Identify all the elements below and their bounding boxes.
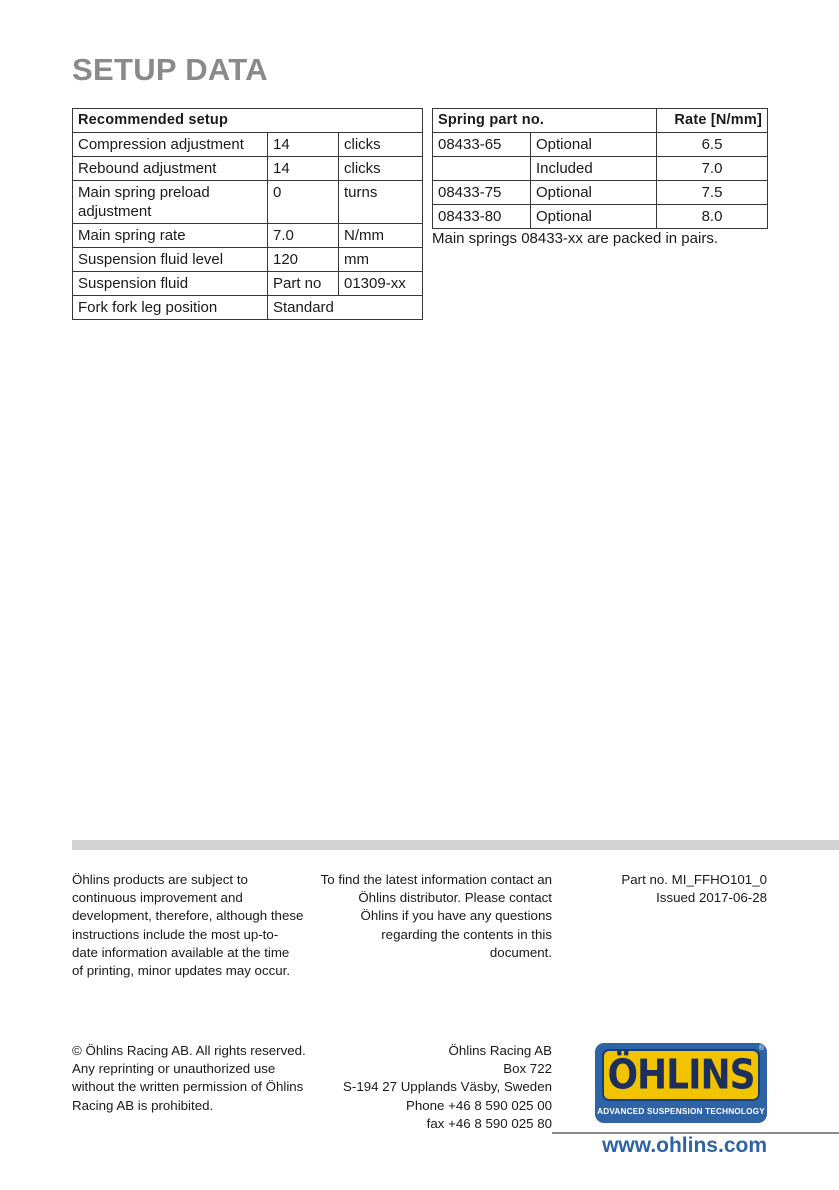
spring-cell-status: Optional	[531, 133, 657, 157]
distributor-text: To find the latest information contact an Öhlins distributor. Please contact Öhlins if you have any questions regarding the contents in this document.	[320, 872, 552, 960]
spring-row	[433, 157, 768, 181]
spring-cell-rate: 6.5	[657, 133, 768, 157]
spring-cell-status: Optional	[531, 205, 657, 229]
spring-table-header-row	[433, 109, 768, 133]
setup-row-preload	[73, 181, 423, 224]
setup-cell-value: Standard	[268, 296, 423, 320]
spring-part-table	[432, 108, 768, 229]
spring-cell-status: Optional	[531, 181, 657, 205]
address-line: Öhlins Racing AB	[448, 1043, 552, 1058]
setup-cell-value: 7.0	[268, 224, 339, 248]
setup-cell-value: Part no	[268, 272, 339, 296]
setup-row-rebound	[73, 157, 423, 181]
setup-cell-unit: N/mm	[339, 224, 423, 248]
page-title: SETUP DATA	[72, 52, 268, 87]
setup-row-compression	[73, 133, 423, 157]
setup-cell-label: Fork fork leg position	[73, 296, 268, 320]
disclaimer-text: Öhlins products are subject to continuous improvement and development, therefore, although these instructions include the most up-to-date information available at the time of printing, minor updates may occur.	[72, 872, 304, 979]
setup-cell-value: 120	[268, 248, 339, 272]
spring-cell-status: Included	[531, 157, 657, 181]
setup-row-fluid	[73, 272, 423, 296]
setup-cell-unit: mm	[339, 248, 423, 272]
spring-cell-rate: 7.5	[657, 181, 768, 205]
address-line: Box 722	[503, 1061, 552, 1077]
setup-cell-unit: 01309-xx	[339, 272, 423, 296]
spring-row	[433, 181, 768, 205]
setup-cell-value: 14	[268, 133, 339, 157]
setup-cell-unit: turns	[339, 181, 423, 224]
setup-cell-label: Suspension fluid level	[73, 248, 268, 272]
setup-cell-label: Suspension fluid	[73, 272, 268, 296]
part-info	[580, 871, 767, 907]
spring-cell-rate: 7.0	[657, 157, 768, 181]
setup-cell-label: Main spring rate	[73, 224, 268, 248]
spring-table-header-rate: Rate [N/mm]	[657, 109, 768, 133]
setup-row-fluid-level	[73, 248, 423, 272]
issue-date: Issued 2017-06-28	[656, 890, 767, 906]
logo-wordmark: ÖHLINS	[607, 1051, 755, 1099]
setup-row-spring-rate	[73, 224, 423, 248]
address-line: S-194 27 Upplands Väsby, Sweden	[343, 1079, 552, 1095]
address-line: Phone +46 8 590 025 00	[405, 1097, 552, 1113]
setup-table-header: Recommended setup	[73, 109, 423, 133]
spring-row	[433, 205, 768, 229]
spring-table-header-part: Spring part no.	[433, 109, 657, 133]
setup-row-leg-position	[73, 296, 423, 320]
spring-row	[433, 133, 768, 157]
spring-cell-rate: 8.0	[657, 205, 768, 229]
setup-cell-value: 0	[268, 181, 339, 224]
logo-badge	[602, 1049, 760, 1101]
spring-cell-part: 08433-80	[433, 205, 531, 229]
registered-mark: ®	[758, 1045, 764, 1052]
setup-cell-value: 14	[268, 157, 339, 181]
spring-cell-part: 08433-75	[433, 181, 531, 205]
copyright-text: © Öhlins Racing AB. All rights reserved. Any reprinting or unauthorized use without the written permission of Öhlins Racing AB is prohibited.	[72, 1043, 306, 1113]
setup-table-header-row	[73, 109, 423, 133]
spring-cell-part	[433, 157, 531, 181]
setup-cell-label: Rebound adjustment	[73, 157, 268, 181]
website-link[interactable]: www.ohlins.com	[602, 1134, 767, 1157]
logo-tagline: ADVANCED SUSPENSION TECHNOLOGY	[597, 1107, 765, 1116]
setup-cell-unit: clicks	[339, 133, 423, 157]
setup-cell-label: Compression adjustment	[73, 133, 268, 157]
setup-cell-unit: clicks	[339, 157, 423, 181]
footer-divider	[72, 840, 839, 850]
spring-cell-part: 08433-65	[433, 133, 531, 157]
ohlins-logo	[595, 1043, 767, 1123]
company-address	[310, 1042, 552, 1133]
setup-cell-label: Main spring preload adjustment	[73, 181, 268, 224]
part-number: Part no. MI_FFHO101_0	[621, 872, 767, 887]
recommended-setup-table	[72, 108, 423, 320]
spring-note: Main springs 08433-xx are packed in pairs.	[432, 230, 718, 247]
address-line: fax +46 8 590 025 80	[426, 1115, 552, 1131]
